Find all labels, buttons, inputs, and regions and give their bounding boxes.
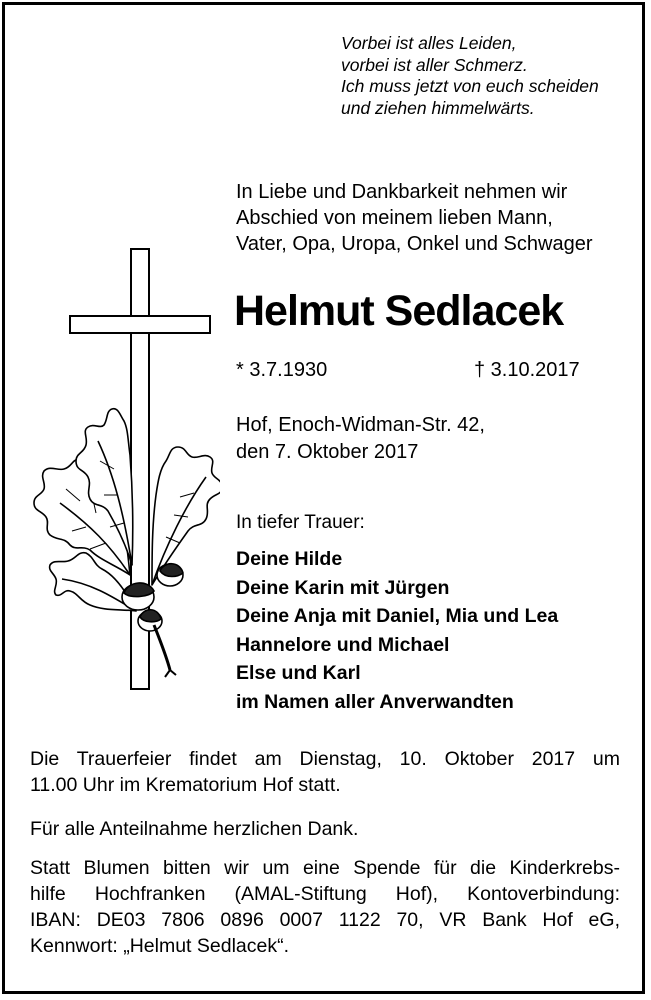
mourner-name: im Namen aller Anverwandten bbox=[236, 690, 514, 713]
intro-line: In Liebe und Dankbarkeit nehmen wir bbox=[236, 181, 568, 203]
poem bbox=[341, 33, 599, 119]
poem-line: vorbei ist aller Schmerz. bbox=[341, 54, 528, 75]
mourner-name: Hannelore und Michael bbox=[236, 633, 450, 656]
service-info bbox=[30, 746, 620, 798]
date-line: den 7. Oktober 2017 bbox=[236, 441, 419, 463]
donation-line: hilfe Hochfranken (AMAL-Stiftung Hof), Kontoverbindung: bbox=[30, 883, 620, 905]
donation-line: IBAN: DE03 7806 0896 0007 1122 70, VR Bank Hof eG, bbox=[30, 909, 620, 931]
intro-line: Abschied von meinem lieben Mann, bbox=[236, 207, 553, 229]
donation-line: Kennwort: „Helmut Sedlacek“. bbox=[30, 935, 290, 957]
address-date bbox=[236, 412, 485, 466]
intro-text bbox=[236, 179, 593, 257]
service-line: 11.00 Uhr im Krematorium Hof statt. bbox=[30, 774, 341, 796]
donation-info bbox=[30, 855, 620, 959]
cross-icon bbox=[20, 245, 220, 695]
service-line: Die Trauerfeier findet am Dienstag, 10. Oktober 2017 um bbox=[30, 748, 620, 770]
poem-line: Ich muss jetzt von euch scheiden bbox=[341, 76, 599, 96]
intro-line: Vater, Opa, Uropa, Onkel und Schwager bbox=[236, 233, 593, 255]
mourners-list bbox=[236, 545, 558, 716]
poem-line: und ziehen himmelwärts. bbox=[341, 97, 535, 118]
donation-line: Statt Blumen bitten wir um eine Spende für die Kinderkrebs- bbox=[30, 857, 620, 879]
birth-date: * 3.7.1930 bbox=[236, 359, 328, 381]
oak-leaves-icon bbox=[34, 409, 220, 677]
poem-line: Vorbei ist alles Leiden, bbox=[341, 33, 517, 53]
mourner-name: Deine Anja mit Daniel, Mia und Lea bbox=[236, 605, 559, 627]
death-date: † 3.10.2017 bbox=[474, 359, 580, 381]
mourner-name: Deine Karin mit Jürgen bbox=[236, 576, 450, 599]
mourning-label: In tiefer Trauer: bbox=[236, 512, 365, 533]
mourner-name: Else und Karl bbox=[236, 662, 361, 684]
mourner-name: Deine Hilde bbox=[236, 548, 343, 570]
deceased-name: Helmut Sedlacek bbox=[234, 287, 564, 335]
address-line: Hof, Enoch-Widman-Str. 42, bbox=[236, 414, 485, 436]
thanks-text: Für alle Anteilnahme herzlichen Dank. bbox=[30, 818, 359, 840]
